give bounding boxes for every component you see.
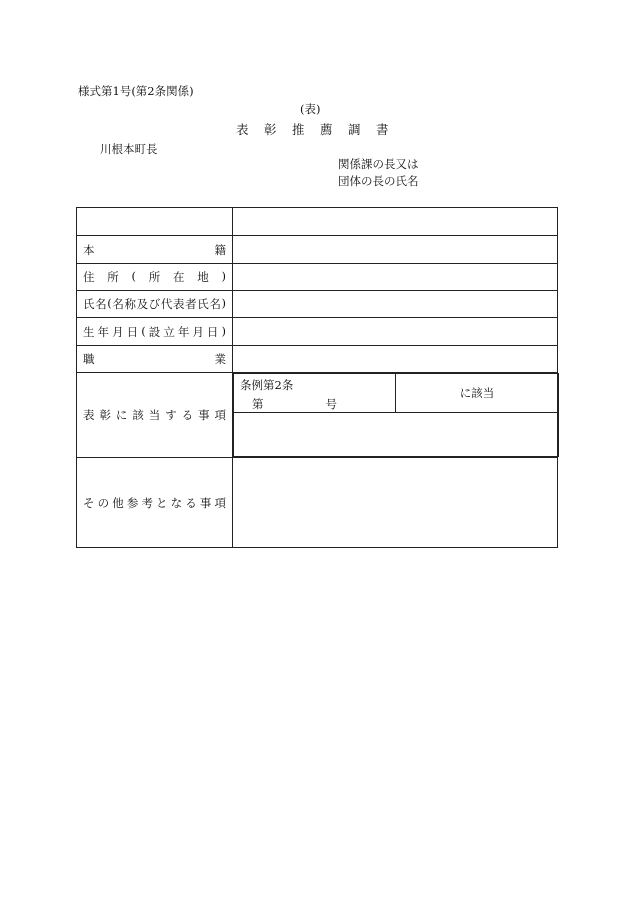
occupation-row xyxy=(77,346,558,373)
honseki-value[interactable] xyxy=(233,236,558,264)
blank-header-row xyxy=(77,208,558,236)
title-char: 推 xyxy=(292,122,305,137)
applicable-items-row xyxy=(77,373,558,458)
other-references-label: そ の 他 参 考 と な る 事 項 xyxy=(77,458,233,548)
go-label: 号 xyxy=(325,397,337,411)
birthdate-label: 生 年 月 日 ( 設 立 年 月 日 ) xyxy=(77,318,233,346)
applicable-items-inner-table xyxy=(233,373,559,457)
document-title xyxy=(236,124,404,137)
dai-label: 第 xyxy=(252,397,264,411)
birthdate-value[interactable] xyxy=(233,318,558,346)
applicable-items-value xyxy=(233,373,558,458)
addressee: 川根本町長 xyxy=(100,142,158,156)
ni-gaito-text: に該当 xyxy=(459,386,495,400)
honseki-label: 本 籍 xyxy=(77,236,233,264)
title-char: 彰 xyxy=(264,122,277,137)
name-label: 氏 名 ( 名 称 及 び 代 表 者 氏 名 ) xyxy=(77,291,233,318)
birthdate-row xyxy=(77,318,558,346)
recommendation-form-table xyxy=(76,207,558,548)
address-label: 住 所 ( 所 在 地 ) xyxy=(77,264,233,291)
title-char: 調 xyxy=(348,122,361,137)
address-row xyxy=(77,264,558,291)
title-char: 薦 xyxy=(320,122,333,137)
ni-gaito-cell xyxy=(396,374,559,413)
form-number: 様式第1号(第2条関係) xyxy=(78,84,194,98)
address-value[interactable] xyxy=(233,264,558,291)
occupation-value[interactable] xyxy=(233,346,558,373)
sender-line-2: 団体の長の氏名 xyxy=(338,174,419,188)
title-char: 書 xyxy=(376,122,389,137)
article-text: 条例第2条 xyxy=(240,378,294,392)
honseki-row xyxy=(77,236,558,264)
occupation-label: 職 業 xyxy=(77,346,233,373)
name-row xyxy=(77,291,558,318)
article-cell[interactable] xyxy=(234,374,396,413)
applicable-items-detail[interactable] xyxy=(234,413,559,457)
other-references-value[interactable] xyxy=(233,458,558,548)
applicable-items-label: 表 彰 に 該 当 す る 事 項 xyxy=(77,373,233,458)
name-value[interactable] xyxy=(233,291,558,318)
blank-label-cell xyxy=(77,208,233,236)
title-char: 表 xyxy=(236,122,249,137)
other-references-row xyxy=(77,458,558,548)
sender-line-1: 関係課の長又は xyxy=(338,157,419,171)
side-label: (表) xyxy=(300,102,321,116)
blank-value-cell[interactable] xyxy=(233,208,558,236)
